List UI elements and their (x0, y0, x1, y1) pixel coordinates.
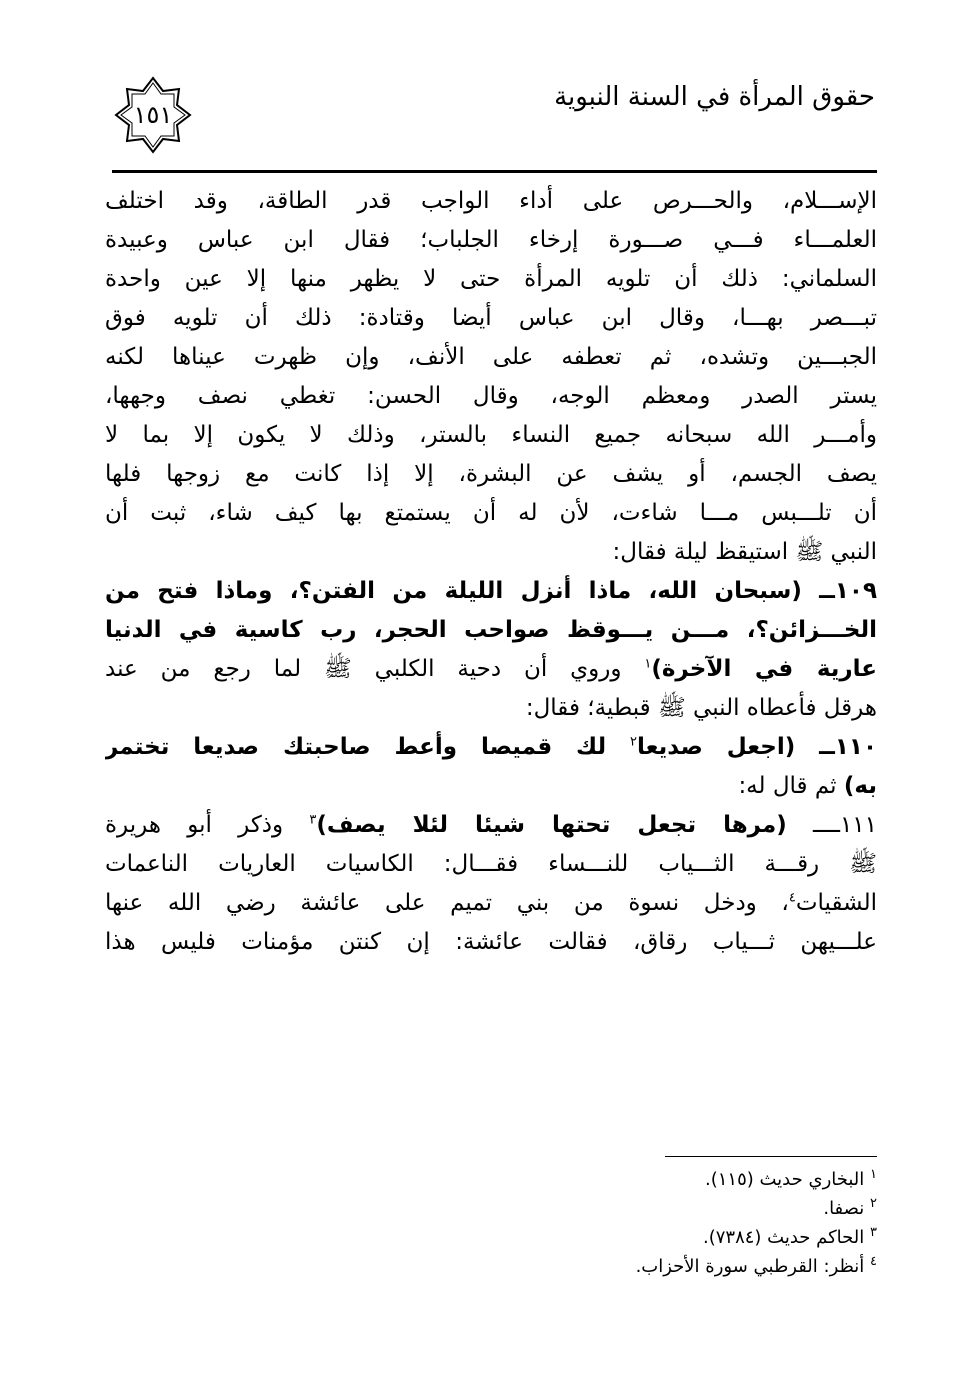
footnote-divider (665, 1156, 877, 1157)
footnote (377, 1223, 877, 1252)
footnote-text: نصفا. (823, 1198, 865, 1219)
text-line: وأمـــر الله سبحانه جميع النساء بالستر، وذلك لا يكون إلا بما لا (105, 422, 877, 448)
text-line: ﷺ رقـــة الثـــياب للنـــساء فقـــال: الكاسيات العاريات الناعمات (105, 851, 877, 877)
page-number-badge (112, 74, 194, 156)
text-line: أن تلـــبس مـــا شاءت، لأن له أن يستمتع بها كيف شاء، ثبت أن (105, 500, 877, 526)
text-span: ، ودخل نسوة من بني تميم على عائشة رضي الله عنها (105, 890, 789, 916)
footnotes (377, 1165, 877, 1281)
footnote-ref: ٤ (788, 890, 796, 906)
text-line-mixed (105, 884, 877, 923)
text-line: الإســـلام، والحـــرص على أداء الواجب قدر الطاقة، وقد اختلف (105, 188, 877, 214)
hadith-number: ١١١ــــ (786, 812, 877, 838)
text-line: السلماني: ذلك أن تلويه المرأة حتى لا يظهر منها إلا عين واحدة (105, 266, 877, 292)
footnote-marker: ٤ (870, 1254, 877, 1269)
footnote-marker: ٣ (870, 1225, 877, 1240)
footnote (377, 1252, 877, 1281)
hadith-line-mixed (105, 650, 877, 689)
hadith-line-mixed (105, 806, 877, 845)
running-title: حقوق المرأة في السنة النبوية (554, 82, 875, 112)
footnote-marker: ٢ (870, 1196, 877, 1211)
hadith-line-mixed (105, 767, 877, 806)
text-line: الجبـــين وتشده، ثم تعطفه على الأنف، وإن ظهرت عيناها لكنه (105, 344, 877, 370)
hadith-text: (مرها تجعل تحتها شيئا لئلا يصف) (316, 812, 787, 838)
footnote-text: البخاري حديث (١١٥). (704, 1169, 865, 1190)
hadith-text: لك قميصا وأعط صاحبتك صديعا تختمر (105, 734, 631, 760)
hadith-line-mixed (105, 728, 877, 767)
text-span: وذكر أبو هريرة (105, 812, 310, 838)
hadith-text: عارية في الآخرة) (651, 656, 877, 682)
footnote (377, 1194, 877, 1223)
text-line: يستر الصدر ومعظم الوجه، وقال الحسن: تغطي نصف وجهها، (105, 383, 877, 409)
text-line: تبـــصر بهـــا، وقال ابن عباس أيضا وقتادة: ذلك أن تلويه فوق (105, 305, 877, 331)
hadith-text: به) (843, 773, 877, 799)
text-line: هرقل فأعطاه النبي ﷺ قبطية؛ فقال: (525, 695, 877, 721)
body-text (105, 182, 877, 962)
footnote (377, 1165, 877, 1194)
footnote-text: أنظر: القرطبي سورة الأحزاب. (635, 1256, 865, 1277)
page-number: ١٥١ (133, 101, 173, 129)
footnote-ref: ٢ (630, 734, 638, 750)
header-divider (112, 170, 877, 173)
hadith-line: ١٠٩ــ (سبحان الله، ماذا أنزل الليلة من الفتن؟، وماذا فتح من (105, 578, 877, 604)
text-line: يصف الجسم، أو يشف عن البشرة، إلا إذا كانت مع زوجها فلها (105, 461, 877, 487)
text-line: العلمـــاء فـــي صـــورة إرخاء الجلباب؛ فقال ابن عباس وعبيدة (105, 227, 877, 253)
text-span: الشقيات (795, 890, 877, 916)
footnote-marker: ١ (870, 1167, 877, 1182)
hadith-line: الخـــزائن؟، مـــن يـــوقظ صواحب الحجر، رب كاسية في الدنيا (105, 617, 877, 643)
hadith-text: ١١٠ــ (اجعل صديعا (637, 734, 877, 760)
text-span: وروي أن دحية الكلبي ﷺ لما رجع من عند (105, 656, 645, 682)
footnote-ref: ١ (644, 656, 652, 672)
text-span: ثم قال له: (738, 773, 844, 799)
text-line: النبي ﷺ استيقظ ليلة فقال: (612, 539, 877, 565)
text-line: علـــيهن ثـــياب رقاق، فقالت عائشة: إن كنتن مؤمنات فليس هذا (105, 929, 877, 955)
footnote-ref: ٣ (309, 812, 317, 828)
footnote-text: الحاكم حديث (٧٣٨٤). (702, 1227, 865, 1248)
